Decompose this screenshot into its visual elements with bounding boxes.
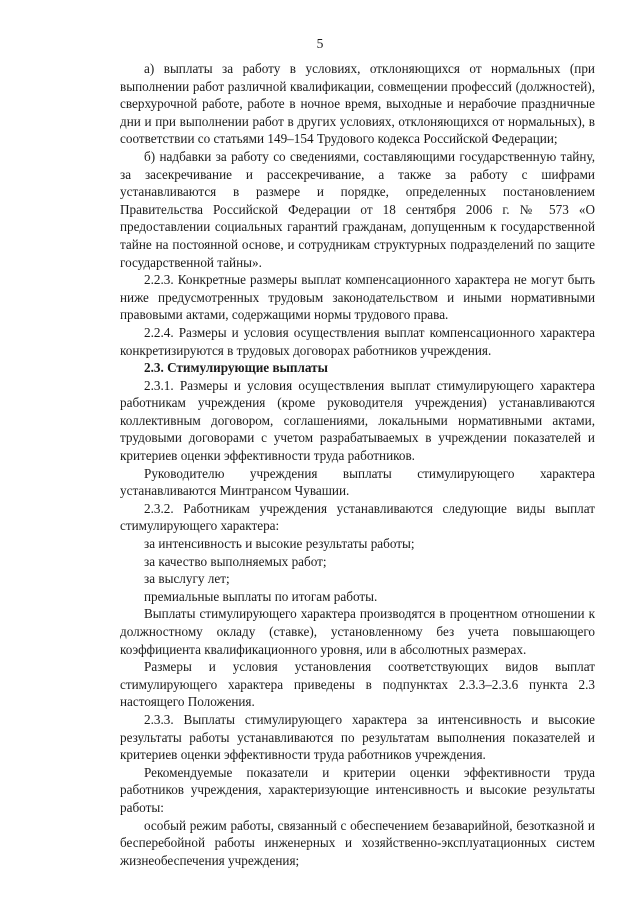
paragraph: б) надбавки за работу со сведениями, составляющими государственную тайну, за засекречивание и рассекречивание, а также за работу с шифрами устанавливаются в размере и порядке, определенных постановлением Правительства Российской Федерации от 18 сентября 2006 г. № 573 «О предоставлении социальных гарантий гражданам, допущенным к государственной тайне на постоянной основе, и сотрудникам структурных подразделений по защите государственной тайны». bbox=[120, 148, 595, 270]
paragraph: 2.2.3. Конкретные размеры выплат компенсационного характера не могут быть ниже предусмотренных трудовым законодательством и иными нормативными правовыми актами, содержащими нормы трудового права. bbox=[120, 272, 595, 323]
paragraph: Руководителю учреждения выплаты стимулирующего характера устанавливаются Минтрансом Чувашии. bbox=[120, 465, 595, 499]
paragraph: Размеры и условия установления соответствующих видов выплат стимулирующего характера приведены в подпунктах 2.3.3–2.3.6 пункта 2.3 настоящего Положения. bbox=[120, 659, 595, 710]
list-item: за качество выполняемых работ; bbox=[144, 553, 327, 569]
paragraph: 2.3.3. Выплаты стимулирующего характера за интенсивность и высокие результаты работы устанавливаются по результатам выполнения показателей и критериев оценки эффективности труда работников учреждения. bbox=[120, 711, 595, 763]
paragraph: 2.2.4. Размеры и условия осуществления выплат компенсационного характера конкретизируются в трудовых договорах работников учреждения. bbox=[120, 324, 595, 358]
paragraph: Выплаты стимулирующего характера производятся в процентном отношении к должностному окладу (ставке), установленному без учета повышающего коэффициента квалификационного уровня, или в абсолютных размерах. bbox=[120, 606, 595, 657]
paragraph: а) выплаты за работу в условиях, отклоняющихся от нормальных (при выполнении работ различной квалификации, совмещении профессий (должностей), сверхурочной работе, работе в ночное время, выходные и нерабочие праздничные дни и при выполнении работ в других условиях, отклоняющихся от нормальных), в соответствии со статьями 149–154 Трудового кодекса Российской Федерации; bbox=[120, 61, 595, 147]
paragraph: Рекомендуемые показатели и критерии оценки эффективности труда работников учреждения, характеризующие интенсивность и высокие результаты работы: bbox=[120, 764, 595, 815]
list-item: за выслугу лет; bbox=[144, 571, 230, 587]
list-item: премиальные выплаты по итогам работы. bbox=[144, 588, 378, 604]
page-number: 5 bbox=[316, 36, 324, 51]
paragraph: 2.3.2. Работникам учреждения устанавливаются следующие виды выплат стимулирующего характера: bbox=[120, 500, 595, 534]
paragraph: особый режим работы, связанный с обеспечением безаварийной, безотказной и бесперебойной работы инженерных и хозяйственно-эксплуатационных систем жизнеобеспечения учреждения; bbox=[120, 817, 595, 868]
list-item: за интенсивность и высокие результаты работы; bbox=[144, 536, 415, 552]
paragraph: 2.3.1. Размеры и условия осуществления выплат стимулирующего характера работникам учреждения (кроме руководителя учреждения) устанавливаются коллективным договором, соглашениями, локальными нормативными актами, трудовыми договорами с учетом разрабатываемых в учреждении показателей и критериев оценки эффективности труда работников. bbox=[120, 377, 595, 464]
document-body bbox=[120, 60, 595, 869]
section-heading: 2.3. Стимулирующие выплаты bbox=[144, 360, 328, 376]
